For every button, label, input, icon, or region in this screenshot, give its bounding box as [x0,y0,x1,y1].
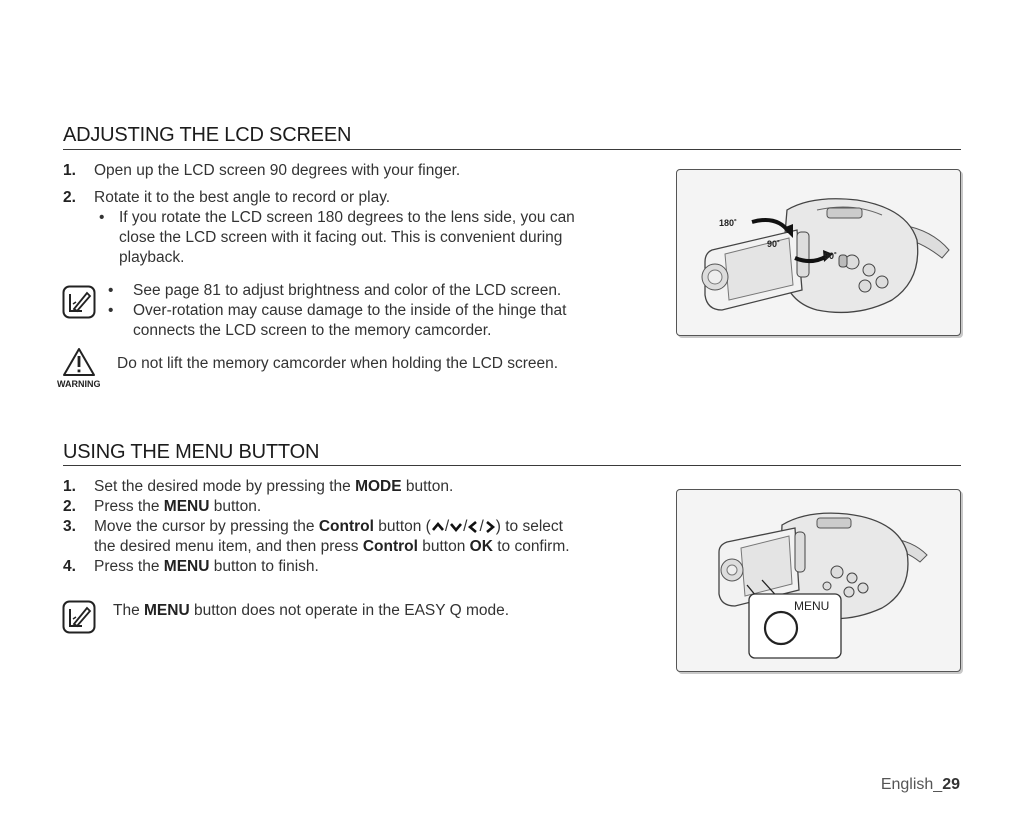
bullet-text: close the LCD screen with it facing out. This is convenient during [119,229,563,246]
step-number: 3. [63,518,76,535]
bullet-dot: • [99,209,105,226]
step-text: Press the MENU button to finish. [94,558,319,575]
angle-label-180: 180˚ [719,218,738,228]
bullet-dot: • [108,282,114,299]
note-icon [62,285,96,319]
chevron-right-icon [484,520,496,534]
note-text: connects the LCD screen to the memory camcorder. [133,322,492,339]
step-number: 2. [63,498,76,515]
page-number: 29 [942,776,960,793]
bullet-text: If you rotate the LCD screen 180 degrees to the lens side, you can [119,209,575,226]
warning-label: WARNING [57,379,101,389]
menu-label: MENU [794,599,830,613]
note-text: The MENU button does not operate in the EASY Q mode. [113,602,510,619]
chevron-left-icon [467,520,479,534]
step-number: 4. [63,558,76,575]
step-text: Rotate it to the best angle to record or play. [94,189,391,206]
camcorder-menu-button-illustration [676,489,961,672]
bullet-text: playback. [119,249,185,266]
step-number: 1. [63,478,76,495]
note-text: Over-rotation may cause damage to the inside of the hinge that [133,302,567,319]
step-text: the desired menu item, and then press Control button OK to confirm. [94,538,570,555]
step-text: Move the cursor by pressing the Control button ( / / / ) to select [94,518,563,535]
warning-text: Do not lift the memory camcorder when holding the LCD screen. [117,355,559,372]
page-footer: English_29 [880,776,960,793]
angle-label-90: 90˚ [824,251,838,261]
step-text: Press the MENU button. [94,498,262,515]
warning-icon [62,347,96,377]
section-divider [63,149,961,150]
section-divider [63,465,961,466]
note-icon [62,600,96,634]
chevron-up-icon [431,520,445,534]
chevron-down-icon [449,520,463,534]
bullet-dot: • [108,302,114,319]
step-text: Set the desired mode by pressing the MODE button. [94,478,454,495]
note-text: See page 81 to adjust brightness and color of the LCD screen. [133,282,562,299]
angle-label-90: 90˚ [767,239,781,249]
section-title-menu-button: USING THE MENU BUTTON [63,441,320,463]
section-title-adjusting-lcd: ADJUSTING THE LCD SCREEN [63,124,352,146]
step-number: 2. [63,189,76,206]
step-text: Open up the LCD screen 90 degrees with your finger. [94,162,461,179]
step-number: 1. [63,162,76,179]
camcorder-lcd-rotation-illustration [676,169,961,336]
